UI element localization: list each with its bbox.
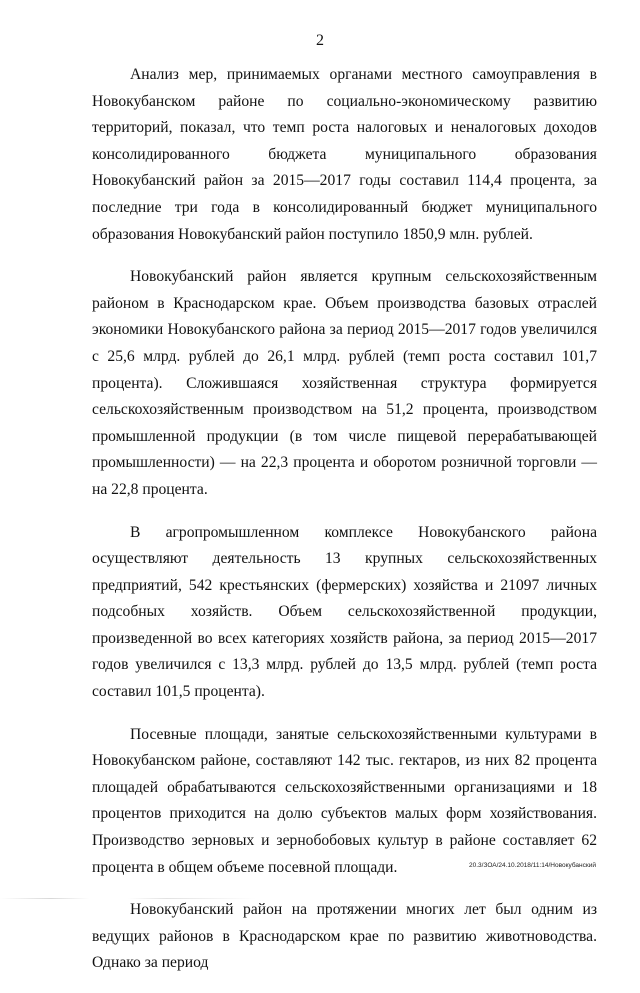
paragraph-agricultural-district: Новокубанский район является крупным сельскохозяйственным районом в Краснодарском крае. Объем производства базовых отраслей экономики Новокубанского района за период 2015—2017 годов увеличился с 25,6 млрд. рублей до 26,1 млрд. рублей (темп роста составил 101,7 процента). Сложившаяся хозяйственная структура формируется сельскохозяйственным производством на 51,2 процента, производством промышленной продукции (в том числе пищевой перерабатывающей промышленности) — на 22,3 процента и оборотом розничной торговли — на 22,8 процента. xyxy=(92,268,597,498)
document-footer-code: 20.3/ЗОА/24.10.2018/11:14/Новокубанский xyxy=(469,862,596,869)
document-body xyxy=(92,62,597,993)
scan-edge-line xyxy=(0,898,640,899)
page-number: 2 xyxy=(316,32,324,49)
paragraph-agro-industrial-complex: В агропромышленном комплексе Новокубанского района осуществляют деятельность 13 крупных сельскохозяйственных предприятий, 542 крестьянских (фермерских) хозяйства и 21097 личных подсобных хозяйств. Объем сельскохозяйственной продукции, произведенной во всех категориях хозяйств района, за период 2015—2017 годов увеличился с 13,3 млрд. рублей до 13,5 млрд. рублей (темп роста составил 101,5 процента). xyxy=(92,523,597,701)
paragraph-sown-areas: Посевные площади, занятые сельскохозяйственными культурами в Новокубанском районе, составляют 142 тыс. гектаров, из них 82 процента площадей обрабатываются сельскохозяйственными организациями и 18 процентов приходится на долю субъектов малых форм хозяйствования. Производство зерновых и зернобобовых культур в районе составляет 62 процента в общем объеме посевной площади. xyxy=(92,725,597,876)
paragraph-budget-analysis: Анализ мер, принимаемых органами местного самоуправления в Новокубанском районе по социально-экономическому развитию территорий, показал, что темп роста налоговых и неналоговых доходов консолидированного бюджета муниципального образования Новокубанский район за 2015—2017 годы составил 114,4 процента, за последние три года в консолидированный бюджет муниципального образования Новокубанский район поступило 1850,9 млн. рублей. xyxy=(92,66,597,243)
paragraph-livestock: Новокубанский район на протяжении многих лет был одним из ведущих районов в Краснодарском крае по развитию животноводства. Однако за период xyxy=(92,901,597,972)
